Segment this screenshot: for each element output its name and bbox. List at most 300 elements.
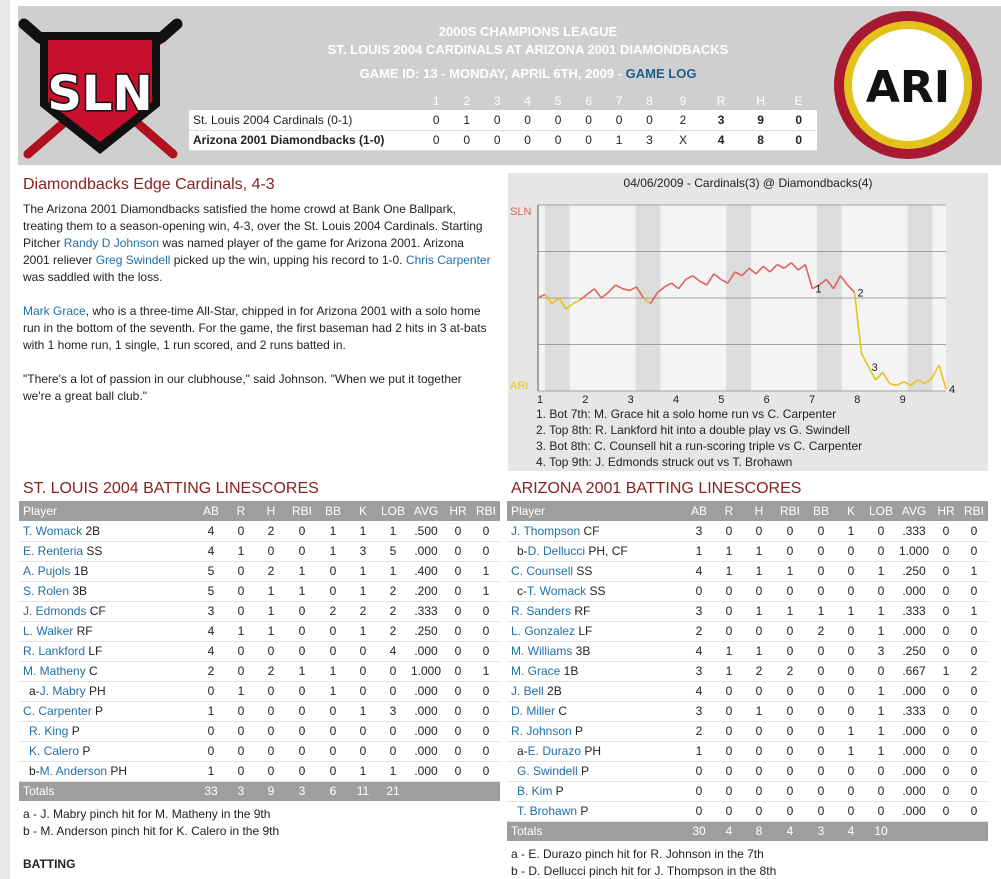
player-link[interactable]: T. Brohawn: [517, 804, 578, 818]
batting-stat-cell: 1: [348, 621, 378, 641]
recap-text: was named player of the game for Arizona 2001. Arizona 2001 reliever: [23, 236, 464, 267]
player-link-chris-carpenter[interactable]: Chris Carpenter: [405, 253, 491, 267]
batting-stat-cell: 1: [256, 601, 286, 621]
player-link[interactable]: M. Anderson: [39, 764, 108, 778]
batting-player-cell: [19, 681, 196, 701]
batting-stat-cell: 0: [806, 521, 836, 541]
sub-prefix: a-: [29, 684, 40, 698]
player-link[interactable]: A. Pujols: [23, 564, 71, 578]
batting-stat-cell: 0: [836, 581, 866, 601]
batting-stat-cell: 0: [744, 781, 774, 801]
batting-stat-cell: 3: [378, 701, 408, 721]
inning-tick-label: 5: [718, 394, 725, 403]
player-link-mark-grace[interactable]: Mark Grace: [23, 304, 86, 318]
inning-tick-label: 8: [854, 394, 861, 403]
batting-stat-cell: 2: [806, 621, 836, 641]
batting-stat-cell: 2: [684, 621, 714, 641]
sub-prefix: b-: [517, 544, 528, 558]
linescore-row: [189, 130, 817, 150]
batting-stat-cell: 0: [444, 721, 472, 741]
league-name: 2000S CHAMPIONS LEAGUE: [438, 24, 618, 39]
batting-col-header: AB: [196, 501, 226, 521]
player-link[interactable]: L. Walker: [23, 624, 74, 638]
player-link[interactable]: R. Sanders: [511, 604, 572, 618]
player-link[interactable]: J. Bell: [511, 684, 544, 698]
recap-paragraph-1: [23, 201, 493, 286]
player-position: C: [555, 704, 567, 718]
linescore-col-header: 9: [679, 94, 687, 108]
batting-player-cell: [19, 601, 196, 621]
batting-stat-cell: 0: [472, 741, 500, 761]
batting-stat-cell: 0: [806, 701, 836, 721]
linescore-col-header: 6: [585, 94, 592, 108]
batting-stat-cell: 0: [196, 741, 226, 761]
linescore-cell: 3: [634, 130, 664, 150]
batting-stat-cell: 1: [318, 541, 348, 561]
batting-stat-cell: 0: [256, 761, 286, 781]
batting-player-cell: [19, 701, 196, 721]
batting-stat-cell: .400: [408, 561, 444, 581]
batting-stat-cell: 0: [378, 721, 408, 741]
batting-stat-cell: .000: [896, 781, 932, 801]
linescore-cell: 3: [701, 110, 741, 130]
batting-stat-cell: 0: [318, 581, 348, 601]
batting-stat-cell: 0: [444, 521, 472, 541]
batting-stat-cell: 0: [806, 781, 836, 801]
player-link[interactable]: E. Renteria: [23, 544, 84, 558]
stl-batting-notes: [23, 806, 279, 840]
batting-stat-cell: 0: [318, 701, 348, 721]
linescore-cell: 0: [512, 110, 542, 130]
batting-stat-cell: 0: [866, 581, 896, 601]
batting-stat-cell: 0: [932, 561, 960, 581]
batting-stat-cell: 0: [714, 521, 744, 541]
player-position: 1B: [70, 564, 89, 578]
batting-row: [507, 561, 988, 581]
batting-stat-cell: 0: [960, 741, 988, 761]
linescore-cell: 0: [482, 130, 512, 150]
batting-stat-cell: 3: [348, 541, 378, 561]
batting-stat-cell: 4: [196, 641, 226, 661]
player-position: PH, CF: [585, 544, 628, 558]
batting-player-cell: [507, 741, 684, 761]
batting-stat-cell: 0: [318, 761, 348, 781]
event-marker: 2: [857, 287, 864, 300]
inning-tick-label: 9: [899, 394, 906, 403]
batting-stat-cell: .000: [896, 761, 932, 781]
batting-stat-cell: .000: [408, 641, 444, 661]
batting-stat-cell: .333: [408, 601, 444, 621]
batting-stat-cell: 0: [836, 541, 866, 561]
event-marker: 3: [871, 361, 878, 374]
batting-col-header: RBI: [774, 501, 806, 521]
batting-stat-cell: 2: [960, 661, 988, 681]
batting-stat-cell: 1: [226, 621, 256, 641]
batting-total-cell: 3: [806, 821, 836, 841]
game-id-line: [208, 65, 848, 82]
batting-stat-cell: 0: [774, 721, 806, 741]
batting-stat-cell: .250: [896, 641, 932, 661]
batting-col-header: RBI: [286, 501, 318, 521]
batting-stat-cell: 3: [684, 661, 714, 681]
batting-stat-cell: 0: [378, 681, 408, 701]
batting-row: [507, 741, 988, 761]
batting-stat-cell: 0: [932, 721, 960, 741]
linescore-col-header: H: [756, 94, 765, 108]
batting-total-cell: 21: [378, 781, 408, 801]
player-position: P: [68, 724, 80, 738]
batting-stat-cell: 0: [444, 581, 472, 601]
inning-tick-label: 7: [808, 394, 816, 403]
batting-stat-cell: 0: [256, 721, 286, 741]
page-edge: [0, 0, 10, 879]
batting-stat-cell: 0: [226, 661, 256, 681]
player-link[interactable]: D. Dellucci: [527, 544, 586, 558]
batting-stat-cell: 0: [960, 761, 988, 781]
player-link[interactable]: R. Lankford: [23, 644, 86, 658]
batting-stat-cell: 4: [684, 561, 714, 581]
batting-stat-cell: 1: [774, 601, 806, 621]
batting-col-header: Player: [507, 501, 684, 521]
batting-stat-cell: 2: [684, 721, 714, 741]
ari-batting-table: [507, 501, 988, 841]
batting-total-cell: 33: [196, 781, 226, 801]
batting-player-cell: [507, 621, 684, 641]
batting-stat-cell: 1: [348, 561, 378, 581]
batting-stat-cell: 0: [774, 641, 806, 661]
batting-stat-cell: 5: [378, 541, 408, 561]
player-link[interactable]: J. Edmonds: [23, 604, 87, 618]
batting-row: [507, 721, 988, 741]
batting-stat-cell: 0: [684, 761, 714, 781]
player-link[interactable]: T. Womack: [527, 584, 587, 598]
batting-stat-cell: 0: [774, 681, 806, 701]
batting-stat-cell: 0: [444, 621, 472, 641]
linescore-team: St. Louis 2004 Cardinals (0-1): [189, 110, 421, 130]
batting-stat-cell: 0: [472, 761, 500, 781]
top-team-label: SLN: [510, 206, 532, 218]
batting-stat-cell: 0: [866, 761, 896, 781]
batting-stat-cell: 1: [836, 721, 866, 741]
player-link[interactable]: D. Miller: [511, 704, 555, 718]
batting-stat-cell: 0: [472, 641, 500, 661]
batting-stat-cell: 0: [256, 541, 286, 561]
batting-col-header: H: [744, 501, 774, 521]
batting-col-header: R: [226, 501, 256, 521]
batting-stat-cell: 1: [378, 761, 408, 781]
batting-stat-cell: 1: [472, 661, 500, 681]
player-position: RF: [73, 624, 93, 638]
batting-stat-cell: 1: [932, 661, 960, 681]
sub-prefix: c-: [517, 584, 527, 598]
batting-stat-cell: .000: [896, 721, 932, 741]
recap-paragraph-2: [23, 303, 493, 354]
player-link[interactable]: K. Calero: [29, 744, 80, 758]
batting-player-cell: [507, 561, 684, 581]
linescore-cell: X: [665, 130, 702, 150]
player-link[interactable]: R. Johnson: [511, 724, 572, 738]
batting-stat-cell: 0: [774, 741, 806, 761]
player-link[interactable]: M. Grace: [511, 664, 561, 678]
linescore-cell: 0: [421, 130, 451, 150]
batting-stat-cell: 0: [348, 641, 378, 661]
player-link[interactable]: R. King: [29, 724, 69, 738]
batting-stat-cell: 0: [960, 801, 988, 821]
batting-stat-cell: 1: [744, 601, 774, 621]
batting-total-cell: [896, 821, 932, 841]
batting-stat-cell: 0: [714, 781, 744, 801]
batting-stat-cell: 0: [286, 521, 318, 541]
batting-player-cell: [19, 661, 196, 681]
player-link-greg-swindell[interactable]: Greg Swindell: [95, 253, 171, 267]
batting-stat-cell: .250: [896, 561, 932, 581]
batting-stat-cell: 0: [866, 801, 896, 821]
batting-col-header: K: [836, 501, 866, 521]
sub-prefix: a-: [517, 744, 528, 758]
batting-stat-cell: 0: [932, 801, 960, 821]
batting-stat-cell: .000: [896, 801, 932, 821]
bottom-team-label: ARI: [510, 380, 529, 392]
batting-stat-cell: 4: [196, 541, 226, 561]
batting-stat-cell: 0: [348, 681, 378, 701]
player-link[interactable]: E. Durazo: [527, 744, 582, 758]
batting-player-cell: [507, 681, 684, 701]
batting-stat-cell: 0: [444, 661, 472, 681]
player-link[interactable]: G. Swindell: [517, 764, 578, 778]
batting-stat-cell: .000: [896, 681, 932, 701]
batting-total-cell: Totals: [19, 781, 196, 801]
player-position: P: [79, 744, 91, 758]
recap-text: picked up the win, upping his record to 1-0.: [170, 253, 406, 267]
batting-row: [19, 521, 500, 541]
batting-row: [19, 681, 500, 701]
batting-player-cell: [19, 621, 196, 641]
batting-stat-cell: 0: [286, 761, 318, 781]
recap-title: Diamondbacks Edge Cardinals, 4-3: [23, 176, 275, 193]
player-link-randy-johnson[interactable]: Randy D Johnson: [63, 236, 160, 250]
batting-stat-cell: 1: [806, 601, 836, 621]
batting-stat-cell: 0: [836, 621, 866, 641]
batting-stat-cell: 0: [806, 561, 836, 581]
batting-stat-cell: 0: [806, 661, 836, 681]
game-header: [18, 6, 1001, 165]
pinch-hit-note: a - J. Mabry pinch hit for M. Matheny in the 9th: [23, 807, 271, 821]
batting-section-header: BATTING: [23, 857, 76, 871]
batting-player-cell: [507, 801, 684, 821]
batting-stat-cell: 0: [932, 701, 960, 721]
batting-stat-cell: 1: [684, 741, 714, 761]
batting-stat-cell: 0: [472, 601, 500, 621]
linescore-col-header: 2: [463, 94, 471, 108]
player-link[interactable]: M. Matheny: [23, 664, 86, 678]
batting-stat-cell: 1: [866, 741, 896, 761]
batting-stat-cell: 1: [256, 621, 286, 641]
player-link[interactable]: L. Gonzalez: [511, 624, 576, 638]
batting-stat-cell: 0: [444, 761, 472, 781]
batting-stat-cell: 1: [286, 561, 318, 581]
linescore-cell: 0: [451, 130, 481, 150]
player-position: SS: [573, 564, 593, 578]
batting-total-cell: 10: [866, 821, 896, 841]
batting-stat-cell: 0: [744, 581, 774, 601]
batting-stat-cell: 3: [684, 701, 714, 721]
batting-stat-cell: 0: [806, 721, 836, 741]
player-position: P: [577, 804, 589, 818]
batting-row: [19, 641, 500, 661]
batting-row: [507, 521, 988, 541]
batting-stat-cell: 2: [256, 661, 286, 681]
batting-row: [507, 661, 988, 681]
batting-stat-cell: .000: [896, 581, 932, 601]
player-position: SS: [586, 584, 606, 598]
batting-stat-cell: 1: [960, 601, 988, 621]
chart-event-note: 3. Bot 8th: C. Counsell hit a run-scoring triple vs C. Carpenter: [536, 439, 863, 453]
batting-stat-cell: 0: [774, 801, 806, 821]
batting-col-header: HR: [932, 501, 960, 521]
batting-stat-cell: 1: [866, 621, 896, 641]
batting-stat-cell: 0: [444, 641, 472, 661]
batting-stat-cell: 0: [774, 621, 806, 641]
player-link[interactable]: B. Kim: [517, 784, 553, 798]
batting-player-cell: [507, 701, 684, 721]
game-id: GAME ID: 13 - MONDAY, APRIL 6TH, 2009 -: [359, 66, 626, 81]
batting-stat-cell: .000: [408, 701, 444, 721]
batting-total-cell: 3: [286, 781, 318, 801]
batting-stat-cell: 5: [196, 561, 226, 581]
batting-stat-cell: 2: [774, 661, 806, 681]
player-position: 1B: [560, 664, 579, 678]
player-position: CF: [86, 604, 106, 618]
batting-stat-cell: 2: [378, 601, 408, 621]
batting-stat-cell: 1: [226, 681, 256, 701]
batting-stat-cell: 0: [836, 701, 866, 721]
player-link[interactable]: M. Williams: [511, 644, 573, 658]
batting-stat-cell: 1: [744, 641, 774, 661]
batting-stat-cell: 0: [472, 721, 500, 741]
batting-stat-cell: 0: [774, 781, 806, 801]
linescore-cell: 0: [543, 110, 573, 130]
player-link[interactable]: C. Carpenter: [23, 704, 92, 718]
recap-text: The Arizona 2001 Diamondbacks satisfied the home crowd at Bank One Ballpark, treating them to a season-opening win, 4-3, over the St. Louis 2004 Cardinals. Starting Pitcher: [23, 202, 483, 250]
batting-stat-cell: .000: [896, 621, 932, 641]
batting-total-cell: 4: [774, 821, 806, 841]
pinch-hit-note: b - D. Dellucci pinch hit for J. Thompson in the 8th: [511, 864, 777, 878]
player-link[interactable]: C. Counsell: [511, 564, 574, 578]
batting-stat-cell: 0: [318, 621, 348, 641]
batting-stat-cell: 1: [866, 721, 896, 741]
pinch-hit-note: b - M. Anderson pinch hit for K. Calero in the 9th: [23, 824, 280, 838]
batting-player-cell: [507, 541, 684, 561]
player-link[interactable]: J. Mabry: [39, 684, 86, 698]
player-link[interactable]: S. Rolen: [23, 584, 70, 598]
batting-stat-cell: 0: [196, 721, 226, 741]
batting-player-cell: [19, 761, 196, 781]
player-position: SS: [83, 544, 103, 558]
game-log-link[interactable]: GAME LOG: [625, 66, 697, 81]
recap-text: was saddled with the loss.: [23, 270, 163, 284]
player-position: CF: [580, 523, 600, 538]
batting-stat-cell: 0: [226, 641, 256, 661]
batting-stat-cell: 0: [774, 701, 806, 721]
linescore-table: [189, 92, 817, 151]
batting-stat-cell: 0: [744, 521, 774, 541]
player-link[interactable]: T. Womack: [23, 523, 83, 538]
batting-stat-cell: 0: [774, 581, 806, 601]
batting-stat-cell: 0: [378, 741, 408, 761]
batting-stat-cell: 0: [472, 521, 500, 541]
batting-row: [19, 581, 500, 601]
batting-stat-cell: 1: [256, 581, 286, 601]
batting-player-cell: [507, 641, 684, 661]
batting-total-cell: 30: [684, 821, 714, 841]
event-marker: 1: [815, 283, 822, 296]
batting-stat-cell: 0: [932, 621, 960, 641]
batting-stat-cell: 1: [684, 541, 714, 561]
batting-player-cell: [19, 521, 196, 541]
batting-stat-cell: 1: [226, 541, 256, 561]
batting-player-cell: [19, 741, 196, 761]
linescore-cell: 1: [604, 130, 634, 150]
batting-stat-cell: 1: [714, 641, 744, 661]
batting-total-cell: 9: [256, 781, 286, 801]
linescore-cell: 0: [543, 130, 573, 150]
player-position: PH: [107, 764, 128, 778]
batting-stat-cell: 0: [714, 761, 744, 781]
batting-stat-cell: 0: [836, 761, 866, 781]
batting-stat-cell: 4: [196, 521, 226, 541]
batting-col-header: AVG: [408, 501, 444, 521]
batting-stat-cell: 1: [378, 521, 408, 541]
batting-stat-cell: 0: [836, 561, 866, 581]
batting-stat-cell: 0: [286, 741, 318, 761]
batting-row: [507, 541, 988, 561]
linescore-cell: 0: [573, 110, 603, 130]
batting-player-cell: [19, 641, 196, 661]
batting-stat-cell: 1: [286, 581, 318, 601]
batting-stat-cell: 1: [744, 561, 774, 581]
batting-stat-cell: 0: [744, 681, 774, 701]
batting-stat-cell: 0: [960, 541, 988, 561]
batting-stat-cell: 4: [378, 641, 408, 661]
batting-col-header: HR: [444, 501, 472, 521]
linescore-col-header: 3: [493, 94, 501, 108]
player-link[interactable]: J. Thompson: [511, 523, 581, 538]
player-position: P: [577, 764, 590, 778]
batting-stat-cell: 1: [744, 701, 774, 721]
batting-stat-cell: 0: [866, 661, 896, 681]
linescore-cell: 9: [741, 110, 781, 130]
batting-total-cell: Totals: [507, 821, 684, 841]
ari-logo-text: ARI: [865, 62, 951, 113]
recap-text: , who is a three-time All-Star, chipped in for Arizona 2001 with a solo home run in the bottom of the seventh. For the game, the first baseman had 2 hits in 3 at-bats with 1 home run, 1 single, 1 run scored, and 2 runs batted in.: [23, 304, 487, 352]
inning-tick-label: 1: [536, 394, 544, 403]
batting-stat-cell: 1: [196, 701, 226, 721]
batting-stat-cell: 1: [378, 561, 408, 581]
linescore-cell: 4: [701, 130, 741, 150]
batting-total-cell: 11: [348, 781, 378, 801]
ari-batting-title: ARIZONA 2001 BATTING LINESCORES: [511, 480, 802, 497]
batting-stat-cell: 1: [348, 761, 378, 781]
batting-stat-cell: 0: [318, 721, 348, 741]
pinch-hit-note: a - E. Durazo pinch hit for R. Johnson in the 7th: [511, 847, 764, 861]
batting-stat-cell: 0: [960, 781, 988, 801]
batting-stat-cell: 4: [196, 621, 226, 641]
batting-stat-cell: 0: [348, 661, 378, 681]
batting-stat-cell: 0: [836, 781, 866, 801]
linescore-col-header: 7: [615, 94, 623, 108]
batting-stat-cell: 0: [226, 561, 256, 581]
batting-stat-cell: 1: [714, 561, 744, 581]
